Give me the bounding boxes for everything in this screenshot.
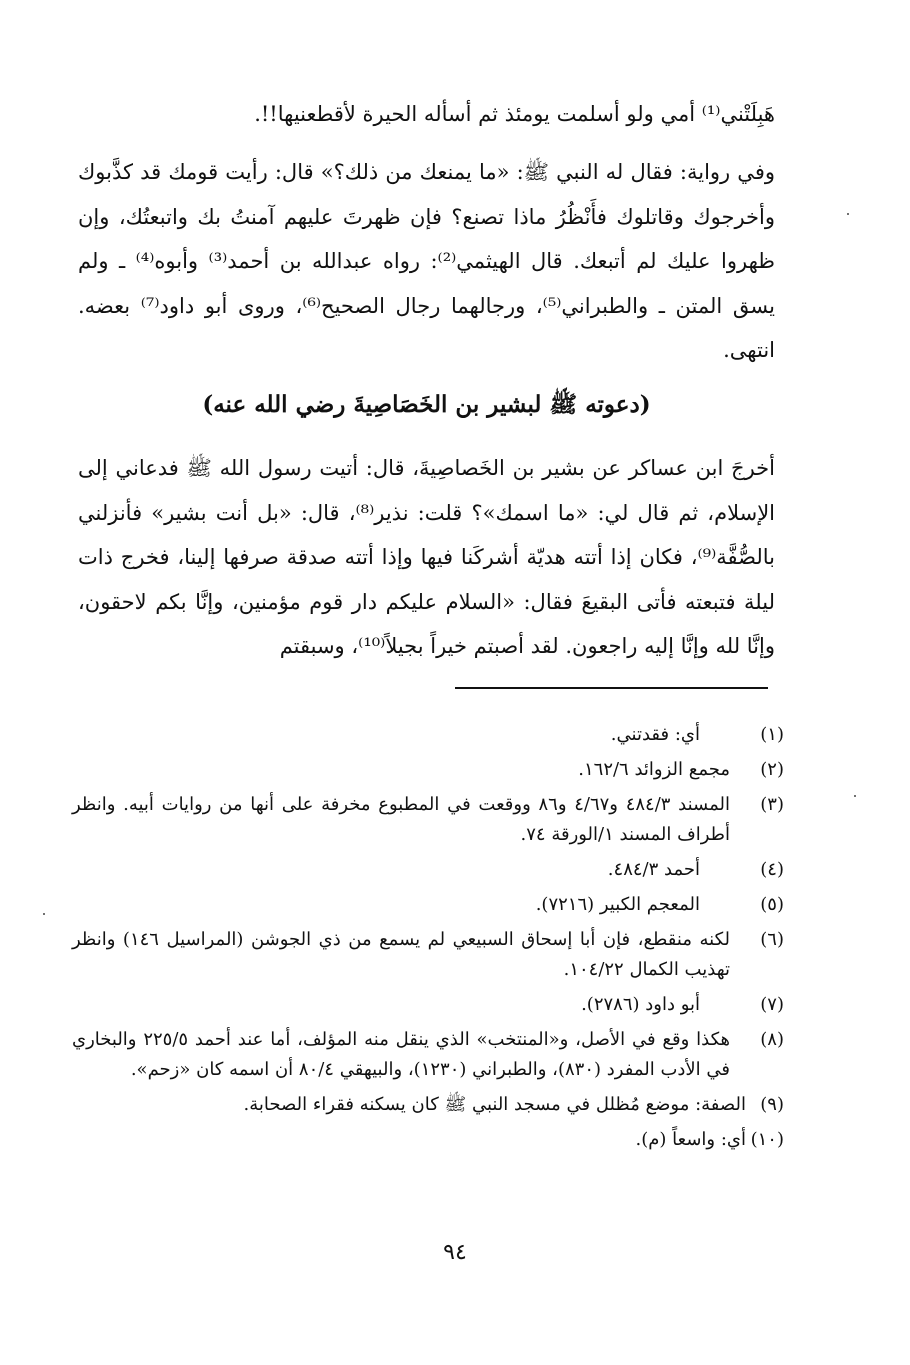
section-heading: (دعوته ﷺ لبشير بن الخَصَاصِيةَ رضي الله عنه) (202, 391, 651, 418)
footnote-7 (72, 990, 784, 1020)
footnote-text: المسند ٤٨٤/٣ و٤/٦٧ و٨٦ ووقعت في المطبوع مخرفة على أنها من روايات أبيه. وانظر أطراف المسند ١/الورقة ٧٤. (72, 794, 730, 845)
footnote-number: (٥) (760, 894, 784, 915)
footnote-10 (72, 1125, 784, 1155)
footnote-text: أحمد ٤٨٤/٣. (607, 859, 700, 880)
footnote-text: أي: واسعاً (م). (635, 1129, 746, 1150)
footnote-text: لكنه منقطع، فإن أبا إسحاق السبيعي لم يسمع من ذي الجوشن (المراسيل ١٤٦) وانظر تهذيب الكمال ١٠٤/٢٢. (72, 929, 730, 980)
footnote-number: (٩) (760, 1094, 784, 1115)
footnote-5 (72, 890, 784, 920)
footnote-text: الصفة: موضع مُظلل في مسجد النبي ﷺ كان يسكنه فقراء الصحابة. (243, 1094, 746, 1115)
footnote-1 (72, 720, 784, 750)
footnote-text: هكذا وقع في الأصل، و«المنتخب» الذي ينقل منه المؤلف، أما عند أحمد ٢٢٥/٥ والبخاري في الأدب المفرد (٨٣٠)، والطبراني (١٢٣٠)، والبيهقي ٨٠/٤ أن اسمه كان «زحم». (72, 1029, 731, 1080)
footnote-separator (455, 687, 768, 689)
footnote-number: (٦) (760, 929, 784, 950)
scan-speck (847, 213, 849, 215)
footnote-text: المعجم الكبير (٧٢١٦). (535, 894, 700, 915)
footnote-number: (٨) (760, 1029, 784, 1050)
footnote-6 (72, 925, 784, 985)
footnote-number: (١) (760, 724, 784, 745)
footnote-number: (٢) (760, 759, 784, 780)
footnote-number: (١٠) (750, 1129, 784, 1150)
scan-speck (854, 795, 856, 797)
footnote-2 (72, 755, 784, 785)
footnote-4 (72, 855, 784, 885)
footnote-number: (٧) (760, 994, 784, 1015)
footnote-text: مجمع الزوائد ١٦٢/٦. (578, 759, 730, 780)
paragraph-1-text: هَبِلَتْني⁽¹⁾ أمي ولو أسلمت يومئذ ثم أسأله الحيرة لأقطعنيها!!. (254, 102, 775, 126)
paragraph-3 (78, 446, 775, 669)
paragraph-2 (78, 150, 775, 373)
footnote-number: (٣) (760, 794, 784, 815)
footnote-3 (72, 790, 784, 850)
footnote-9 (72, 1090, 784, 1120)
paragraph-1 (78, 92, 775, 137)
paragraph-2-text: وفي رواية: فقال له النبي ﷺ: «ما يمنعك من ذلك؟» قال: رأيت قومك قد كذَّبوك وأخرجوك وقاتلوك فأَنْظُرُ ماذا تصنع؟ فإن ظهرتَ عليهم آمنتُ بك واتبعتُك، وإن ظهروا عليك لم أتبعك. قال الهيثمي⁽²⁾: رواه عبدالله بن أحمد⁽³⁾ وأبوه⁽⁴⁾ ـ ولم يسق المتن ـ والطبراني⁽⁵⁾، ورجالهما رجال الصحيح⁽⁶⁾، وروى أبو داود⁽⁷⁾ بعضه. انتهى. (78, 160, 776, 362)
footnotes (72, 720, 784, 1160)
paragraph-3-text: أخرجَ ابن عساكر عن بشير بن الخَصاصِيةَ، قال: أتيت رسول الله ﷺ فدعاني إلى الإسلام، ثم قال لي: «ما اسمك»؟ قلت: نذير⁽⁸⁾، قال: «بل أنت بشير» فأنزلني بالصُّفَّة⁽⁹⁾، فكان إذا أتته هديّة أشركَنا فيها وإذا أتته صدقة صرفها إلينا، فخرج ذات ليلة فتبعته فأتى البقيعَ فقال: «السلام عليكم دار قوم مؤمنين، وإنَّا بكم لاحقون، وإنَّا لله وإنَّا إليه راجعون. لقد أصبتم خيراً بجيلاً⁽¹⁰⁾، وسبقتم (78, 456, 776, 658)
page-number: ٩٤ (443, 1240, 467, 1265)
footnote-text: أبو داود (٢٧٨٦). (581, 994, 700, 1015)
footnote-number: (٤) (760, 859, 784, 880)
footnote-text: أي: فقدتني. (610, 724, 700, 745)
scan-speck (43, 913, 45, 915)
footnote-8 (72, 1025, 784, 1085)
